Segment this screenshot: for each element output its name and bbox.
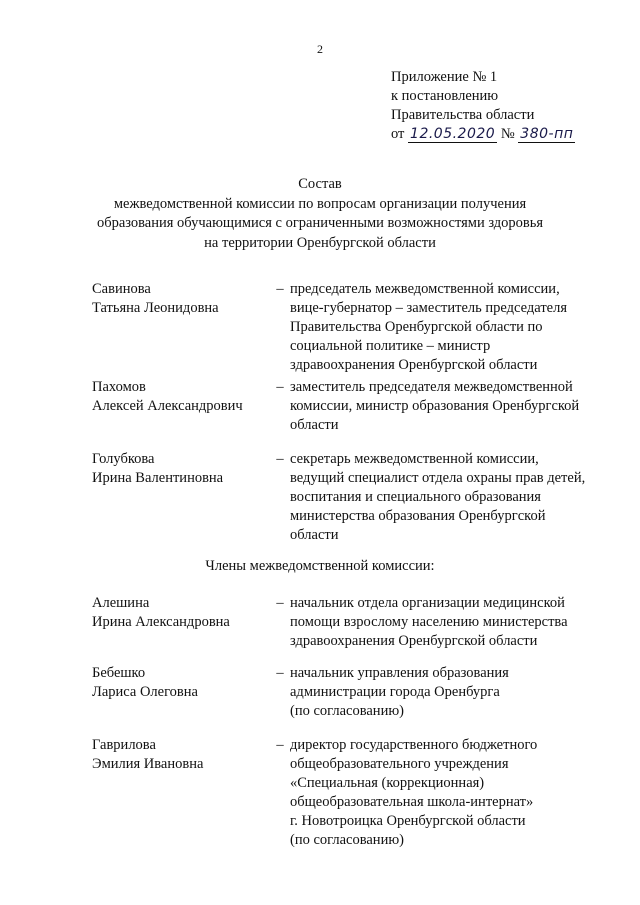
member-name [92, 664, 272, 702]
member-role [290, 594, 612, 651]
role-line: области [290, 417, 339, 433]
appendix-authority: Правительства области [391, 107, 535, 123]
role-line: воспитания и специального образования [290, 489, 541, 505]
member-role [290, 736, 612, 850]
role-line: Правительства Оренбургской области по [290, 319, 543, 335]
member-surname: Алешина [92, 595, 150, 611]
member-dash: – [276, 737, 284, 753]
role-line: комиссии, министр образования Оренбургской [290, 398, 580, 414]
role-line: здравоохранения Оренбургской области [290, 633, 538, 649]
member-surname: Гаврилова [92, 737, 156, 753]
appendix-date-number-line [391, 125, 575, 144]
member-given-names: Эмилия Ивановна [92, 756, 204, 772]
role-line: заместитель председателя межведомственной [290, 379, 573, 395]
heading-line: Состав [298, 176, 342, 192]
role-line: председатель межведомственной комиссии, [290, 281, 560, 297]
member-dash: – [276, 379, 284, 395]
role-line: администрации города Оренбурга [290, 684, 500, 700]
role-line: вице-губернатор – заместитель председателя [290, 300, 567, 316]
member-given-names: Татьяна Леонидовна [92, 300, 219, 316]
member-surname: Голубкова [92, 451, 155, 467]
role-line: ведущий специалист отдела охраны прав детей, [290, 470, 586, 486]
role-line: общеобразовательная школа-интернат» [290, 794, 534, 810]
document-heading [0, 175, 640, 253]
appendix-title: Приложение № 1 [391, 69, 498, 85]
member-role [290, 378, 612, 435]
member-role [290, 450, 612, 545]
role-line: здравоохранения Оренбургской области [290, 357, 538, 373]
role-line: директор государственного бюджетного [290, 737, 538, 753]
member-given-names: Ирина Валентиновна [92, 470, 224, 486]
date-prefix: от [391, 126, 405, 142]
heading-line: образования обучающимися с ограниченными возможностями здоровья [96, 215, 544, 231]
role-line: начальник управления образования [290, 665, 509, 681]
role-line: области [290, 527, 339, 543]
member-given-names: Лариса Олеговна [92, 684, 198, 700]
member-given-names: Алексей Александрович [92, 398, 243, 414]
appendix-block [391, 68, 575, 144]
role-line: (по согласованию) [290, 703, 404, 719]
appendix-reference: к постановлению [391, 88, 499, 104]
members-heading: Члены межведомственной комиссии: [205, 558, 435, 574]
role-line: секретарь межведомственной комиссии, [290, 451, 539, 467]
member-role [290, 664, 612, 721]
member-name [92, 736, 272, 774]
role-line: помощи взрослому населению министерства [290, 614, 568, 630]
member-surname: Савинова [92, 281, 151, 297]
role-line: министерства образования Оренбургской [290, 508, 546, 524]
member-given-names: Ирина Александровна [92, 614, 230, 630]
member-name [92, 594, 272, 632]
role-line: социальной политике – министр [290, 338, 491, 354]
handwritten-number: 380-пп [520, 126, 574, 142]
member-dash: – [276, 665, 284, 681]
member-dash: – [276, 451, 284, 467]
page-number: 2 [317, 42, 323, 56]
member-role [290, 280, 612, 375]
role-line: начальник отдела организации медицинской [290, 595, 565, 611]
role-line: (по согласованию) [290, 832, 404, 848]
member-surname: Бебешко [92, 665, 146, 681]
handwritten-date: 12.05.2020 [410, 126, 496, 142]
member-name [92, 378, 272, 416]
member-dash: – [276, 281, 284, 297]
role-line: г. Новотроицка Оренбургской области [290, 813, 526, 829]
heading-line: на территории Оренбургской области [204, 234, 436, 251]
member-dash: – [276, 595, 284, 611]
role-line: общеобразовательного учреждения [290, 756, 509, 772]
number-prefix: № [500, 126, 515, 142]
member-surname: Пахомов [92, 379, 146, 395]
member-name [92, 450, 272, 488]
heading-line: межведомственной комиссии по вопросам организации получения [113, 195, 527, 212]
member-name [92, 280, 272, 318]
role-line: «Специальная (коррекционная) [290, 775, 485, 791]
